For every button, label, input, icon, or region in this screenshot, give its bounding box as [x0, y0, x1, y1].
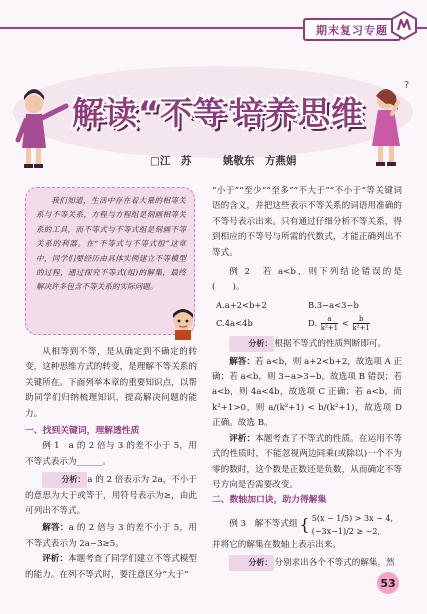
- option-b: B.3−a<3−b: [308, 299, 359, 310]
- answer-label: 解答：: [42, 523, 69, 534]
- analysis-2-label: 分析：: [229, 336, 274, 351]
- analysis-2: [212, 336, 402, 352]
- right-paragraph-1: “小于”“至少”“至多”“不大于”“不小于”等关键词语的含义，并把这些表示不等关系的词语用准确的不等号表示出来。只有通过仔细分析不等关系，得到相应的不等号与所需的代数式，才能正确列出不等式。: [212, 186, 402, 258]
- option-d-prefix: D.: [308, 318, 318, 329]
- example-1: 例 1 a 的 2 倍与 3 的差不小于 5，用不等式表示为______。: [25, 441, 197, 467]
- options-row-2: [212, 315, 402, 332]
- answer-2-text: 若 a<b，则 a+2<b+2，故选项 A 正确；若 a<b，则 3−a>3−b，故选项 B 错误；若 a<b，则 4a<4b，故选项 C 正确；若 a<b，而 k²+1>0，则 a/(k²+1) < b/(k²+1)，故选项 D 正确。故选 B。: [212, 356, 402, 429]
- comment-2-text: 本题考查了不等式的性质。在运用不等式的性质时，不能忽视两边同乘(或除以)一个不为零的数时，这个数是正数还是负数，从而确定不等号方向是否需要改变。: [212, 433, 402, 490]
- analysis-label: 分析：: [42, 472, 87, 487]
- answer-1: [25, 521, 197, 552]
- frac-b-den: k²+1: [352, 324, 370, 333]
- analysis-3-label: 分析：: [229, 555, 274, 570]
- option-d: [308, 315, 371, 332]
- right-column: [212, 184, 402, 572]
- option-d-frac-b: [353, 315, 370, 332]
- answer-1-text: a 的 2 倍与 3 的差不小于 5，用不等式表示为 2a−3≥5。: [25, 523, 197, 549]
- section-heading-1: 一、找到关键词，理解透性质: [25, 426, 140, 437]
- brace-icon: {: [299, 515, 310, 535]
- option-c: C.4a<4b: [216, 318, 253, 329]
- answer-2-label: 解答：: [229, 356, 255, 367]
- authors-line: □江 苏 姚敬东 方燕娟: [150, 155, 297, 167]
- banner-title-right: 培养思维: [232, 94, 365, 132]
- frac-b-num: b: [353, 315, 370, 324]
- inequality-2: (−3x−1)/2 ≥ −2,: [311, 526, 380, 536]
- option-a: A.a+2<b+2: [216, 299, 267, 310]
- magazine-logo-icon: [389, 10, 419, 40]
- section-heading-2: 二、数轴加口诀，助力得解集: [212, 495, 327, 506]
- analysis-2-text: 根据不等式的性质判断即可。: [274, 339, 387, 350]
- frac-a-num: a: [321, 315, 338, 324]
- student-avatar-icon: [168, 306, 198, 340]
- analysis-1: [25, 472, 197, 519]
- option-d-lt: <: [341, 318, 349, 329]
- banner-title-left: 解读“不等”: [72, 94, 249, 132]
- frac-a-den: k²+1: [320, 324, 339, 333]
- comment-1-text: 本题考查了同学们建立不等式模型的能力。在列不等式时，要注意区分“大于”: [25, 554, 197, 580]
- comment-1: [25, 552, 197, 583]
- left-paragraph-1: 从相等到不等，是从确定到不确定的转变，这种思维方式的转变，是理解不等关系的关键所在。下面列举本章的重要知识点，以帮助同学们归纳梳理知识，提高解决问题的能力。: [25, 347, 197, 419]
- comment-2-label: 评析：: [229, 433, 256, 444]
- intro-text: 我们知道，生活中存在着大量的相等关系与不等关系，方程与方程组是刻画相等关系的工具，而不等式与不等式组是刻画不等关系的利器。在“不等式与不等式组”这章中，同学们要经历由具体实例建立不等模型的过程，通过探究不等式(组)的解集，最终解决许多包含不等关系的实际问题。: [36, 196, 186, 292]
- svg-text:?: ?: [404, 80, 410, 91]
- inequality-system: [312, 512, 393, 538]
- options-row-1: [212, 298, 402, 313]
- left-column: [25, 345, 197, 583]
- analysis-1-text: a 的 2 倍表示为 2a，不小于的意思为大于或等于，用符号表示为≥，由此可列出不等式。: [25, 475, 197, 517]
- answer-2: [212, 355, 402, 432]
- comment-2: [212, 432, 402, 494]
- section-tag: 期末复习专题: [303, 18, 401, 41]
- example-3-tail: 并将它的解集在数轴上表示出来。: [212, 539, 341, 550]
- comment-label: 评析：: [42, 554, 68, 565]
- example-3-label: 例 3 解不等式组: [229, 519, 298, 530]
- analysis-3: [212, 555, 402, 571]
- example-2: 例 2 若 a<b，则下列结论错误的是( )。: [212, 267, 402, 293]
- page-number: 53: [377, 572, 399, 594]
- example-3: [212, 512, 402, 538]
- option-d-frac-a: [321, 315, 338, 332]
- analysis-3-text: 分别求出各个不等式的解集，然: [274, 558, 395, 569]
- inequality-1: 5(x − 1/5) > 3x − 4,: [311, 513, 394, 523]
